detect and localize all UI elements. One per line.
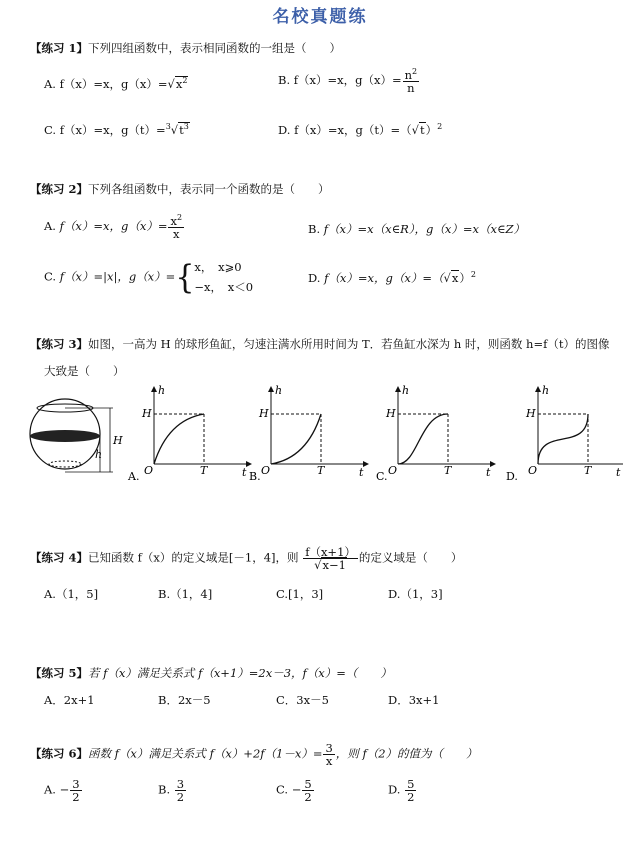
q1-stem: 下列四组函数中，表示相同函数的一组是（ ） [88,41,342,55]
svg-text:H: H [259,407,269,420]
graph-c-label: C. [376,470,388,483]
graph-d-label: D. [506,470,518,483]
q1-tag: 【练习 1】 [30,41,89,55]
q5-option-d: D．3x+1 [388,693,440,707]
svg-text:t: t [242,466,247,479]
q3-tag: 【练习 3】 [30,337,89,351]
svg-text:h: h [402,384,410,397]
graph-a-label: A. [128,470,140,483]
fishbowl-diagram [30,399,123,472]
graph-a [127,384,252,483]
q6-stem-line: 【练习 6】函数 f（x）满足关系式 f（x）+2f（1－x）= $\frac{3}{x}$ ，则 f（2）的值为（ ） [30,741,478,769]
graph-b-label: B. [249,470,261,483]
svg-text:H: H [526,407,536,420]
svg-text:t: t [616,466,621,479]
q2-stem: 下列各组函数中，表示同一个函数的是（ ） [88,182,330,196]
q4-option-b: B.（1，4] [158,587,213,601]
svg-text:H: H [386,407,396,420]
q3-figure [18,384,623,494]
q4-option-a: A.（1，5] [44,587,99,601]
q4-option-d: D.（1，3] [388,587,443,601]
q1-stem-line [30,40,341,56]
svg-text:H: H [142,407,152,420]
svg-text:O: O [388,464,398,477]
q4-fraction: $\frac{f(x+1)}{√x-1}$ [305,545,356,573]
q1-option-c: C. f（x）=x，$g(t)=^3√t^3$ [44,122,189,137]
q2-option-b: B. f（x）=x（x∈R），g（x）=x（x∈Z） [308,222,525,236]
q5-option-c: C．3x－5 [276,693,329,707]
q3-stem: 如图，一高为 H 的球形鱼缸，匀速注满水所用时间为 T．若鱼缸水深为 h 时，则函数 h=f（t）的图像 [88,337,610,351]
svg-text:O: O [144,464,154,477]
q2-option-c: C. f（x）=|x|，g（x）={ x， x⩾0 −x， x＜0 [44,257,254,297]
graph-b [249,384,369,483]
q6-fraction: $\frac{3}{x}$ [325,741,333,769]
brace-symbol: { [175,257,195,297]
q5-option-b: B．2x－5 [158,693,211,707]
svg-text:T: T [317,464,325,477]
q6-option-a: A. − $\frac{3}{2}$ [44,777,80,805]
q2-tag: 【练习 2】 [30,182,89,196]
q4-tag: 【练习 4】 [30,550,89,565]
svg-text:T: T [200,464,208,477]
page-title: 名校真题练 [272,7,368,27]
q6-option-b: B. $\frac{3}{2}$ [158,777,185,805]
graph-c [376,384,496,483]
svg-text:O: O [528,464,538,477]
q3-stem-line [30,336,609,352]
svg-text:t: t [359,466,364,479]
graph-d [506,384,623,483]
q5-option-a: A．2x+1 [44,693,95,707]
q1-option-a: A. f（x）=x，$g(x)=√x^2$ [44,76,188,91]
q5-tag: 【练习 5】 [30,666,89,680]
svg-text:t: t [486,466,491,479]
svg-text:T: T [444,464,452,477]
q2-stem-line [30,181,330,197]
q2-option-a: A. f（x）=x，g（x）= $\frac{x^2}{x}$ [44,213,183,241]
q5-stem: 若 f（x）满足关系式 f（x+1）=2x－3，f（x）=（ ） [88,666,392,680]
q3-stem-continued: 大致是（ ） [44,364,125,378]
svg-text:h: h [275,384,283,397]
q2-option-d: D. f（x）=x，$g(x)=(√x)^2$ [308,270,476,285]
fig-label-H: H [113,434,123,447]
q4-stem-line: 【练习 4】已知函数 f（x）的定义域是[－1，4]，则 $\frac{f(x+1)}{√x-1}$ 的定义域是（ ） [30,545,463,573]
q6-option-c: C. − $\frac{5}{2}$ [276,777,312,805]
q4-option-c: C.[1，3] [276,587,324,601]
q6-tag: 【练习 6】 [30,746,89,761]
svg-text:h: h [542,384,550,397]
q5-stem-line [30,665,392,681]
q6-option-d: D. $\frac{5}{2}$ [388,777,415,805]
fig-label-h: h [95,448,103,461]
q1-option-d: D. f（x）=x，$g(t)=(√t)^2$ [278,122,443,137]
svg-text:T: T [584,464,592,477]
q1-option-b: B. f（x）=x，g（x）= $\frac{n^2}{n}$ [278,67,418,95]
svg-text:O: O [261,464,271,477]
svg-text:h: h [158,384,166,397]
